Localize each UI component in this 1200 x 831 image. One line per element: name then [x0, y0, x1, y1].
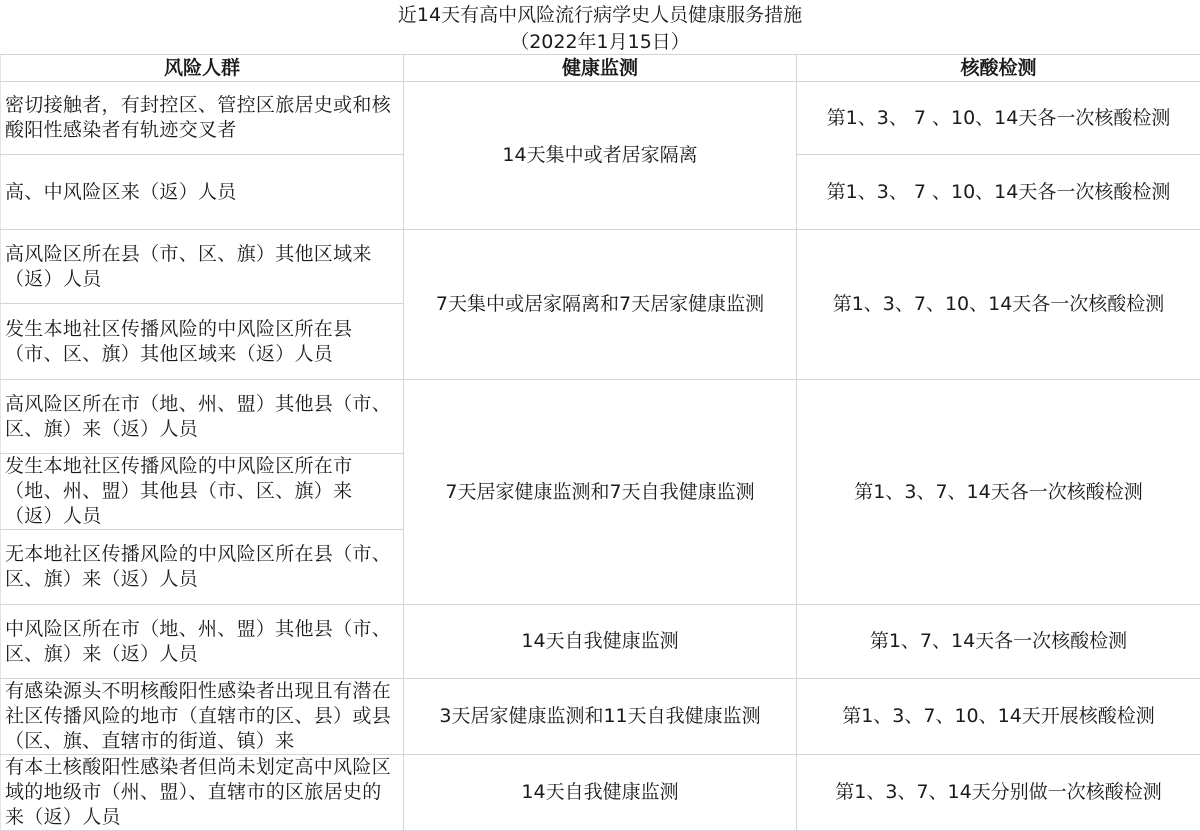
risk-group-cell[interactable] [1, 454, 404, 530]
header-health-monitoring[interactable]: 健康监测 [404, 55, 797, 82]
risk-group-cell[interactable] [1, 304, 404, 380]
nucleic-acid-test-cell[interactable]: 第1、3、7、14天各一次核酸检测 [797, 380, 1200, 605]
risk-group-cell[interactable] [1, 605, 404, 679]
nucleic-acid-test-cell[interactable]: 第1、3、7、10、14天各一次核酸检测 [797, 230, 1200, 380]
health-monitoring-cell[interactable]: 14天自我健康监测 [404, 755, 797, 831]
nucleic-acid-test-cell[interactable]: 第1、3、 7 、10、14天各一次核酸检测 [797, 82, 1200, 155]
health-monitoring-cell[interactable]: 3天居家健康监测和11天自我健康监测 [404, 679, 797, 755]
risk-group-text: 高、中风险区来（返）人员 [5, 180, 399, 205]
nucleic-acid-test-cell[interactable]: 第1、3、7、10、14天开展核酸检测 [797, 679, 1200, 755]
table-row [1, 679, 1200, 755]
page-date: （2022年1月15日） [0, 30, 1200, 54]
title-block [0, 0, 1200, 54]
table-row [1, 380, 1200, 454]
measures-table [0, 54, 1200, 831]
risk-group-cell[interactable] [1, 230, 404, 304]
page-title: 近14天有高中风险流行病学史人员健康服务措施 [0, 3, 1200, 27]
health-monitoring-cell[interactable]: 7天集中或居家隔离和7天居家健康监测 [404, 230, 797, 380]
table-header-row [1, 55, 1200, 82]
risk-group-text: 无本地社区传播风险的中风险区所在县（市、区、旗）来（返）人员 [5, 542, 399, 592]
risk-group-text: 密切接触者，有封控区、管控区旅居史或和核酸阳性感染者有轨迹交叉者 [5, 93, 399, 143]
table-row [1, 82, 1200, 155]
risk-group-cell[interactable] [1, 530, 404, 605]
risk-group-text: 中风险区所在市（地、州、盟）其他县（市、区、旗）来（返）人员 [5, 617, 399, 667]
table-row [1, 230, 1200, 304]
health-monitoring-cell[interactable]: 14天自我健康监测 [404, 605, 797, 679]
risk-group-cell[interactable] [1, 82, 404, 155]
header-nucleic-acid-test[interactable]: 核酸检测 [797, 55, 1200, 82]
risk-group-cell[interactable] [1, 755, 404, 831]
risk-group-text: 有本土核酸阳性感染者但尚未划定高中风险区域的地级市（州、盟）、直辖市的区旅居史的来（返）人员 [5, 755, 399, 830]
header-risk-group[interactable]: 风险人群 [1, 55, 404, 82]
risk-group-cell[interactable] [1, 380, 404, 454]
risk-group-text: 高风险区所在县（市、区、旗）其他区域来（返）人员 [5, 242, 399, 292]
nucleic-acid-test-cell[interactable]: 第1、7、14天各一次核酸检测 [797, 605, 1200, 679]
nucleic-acid-test-cell[interactable]: 第1、3、7、14天分别做一次核酸检测 [797, 755, 1200, 831]
risk-group-text: 有感染源头不明核酸阳性感染者出现且有潜在社区传播风险的地市（直辖市的区、县）或县（区、旗、直辖市的街道、镇）来 [5, 679, 399, 754]
risk-group-cell[interactable] [1, 679, 404, 755]
risk-group-text: 高风险区所在市（地、州、盟）其他县（市、区、旗）来（返）人员 [5, 392, 399, 442]
health-monitoring-cell[interactable]: 14天集中或者居家隔离 [404, 82, 797, 230]
health-monitoring-cell[interactable]: 7天居家健康监测和7天自我健康监测 [404, 380, 797, 605]
risk-group-cell[interactable] [1, 155, 404, 230]
nucleic-acid-test-cell[interactable]: 第1、3、 7 、10、14天各一次核酸检测 [797, 155, 1200, 230]
risk-group-text: 发生本地社区传播风险的中风险区所在县（市、区、旗）其他区域来（返）人员 [5, 317, 399, 367]
table-row [1, 755, 1200, 831]
risk-group-text: 发生本地社区传播风险的中风险区所在市（地、州、盟）其他县（市、区、旗）来（返）人员 [5, 454, 399, 529]
table-row [1, 605, 1200, 679]
